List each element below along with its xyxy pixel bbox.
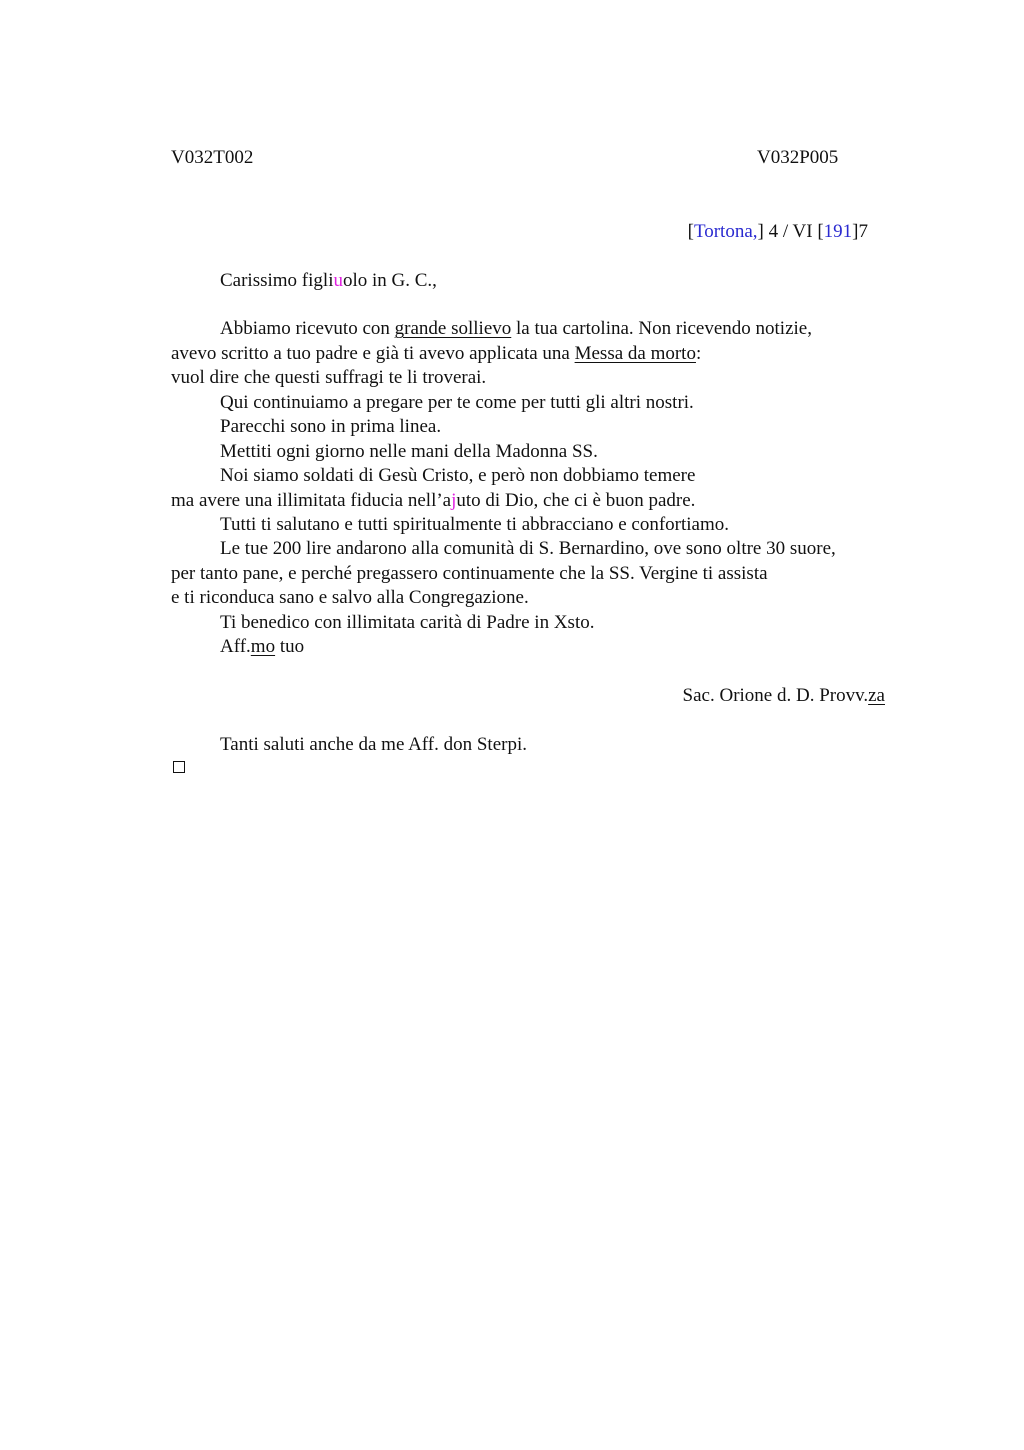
body-line: Noi siamo soldati di Gesù Cristo, e però non dobbiamo temere <box>220 465 696 486</box>
body-text: la tua cartolina. Non ricevendo notizie, <box>511 318 812 339</box>
dateline-date: ] 4 / VI [ <box>757 221 824 242</box>
body-line: Tutti ti salutano e tutti spiritualmente ti abbracciano e confortiamo. <box>220 514 730 535</box>
dateline-place: Tortona, <box>693 221 758 242</box>
end-marker-square-icon <box>173 761 185 773</box>
body-line: per tanto pane, e perché pregassero continuamente che la SS. Vergine ti assista <box>171 563 768 584</box>
closing-text: Aff. <box>220 636 251 657</box>
dateline-year-part: 191 <box>823 221 853 242</box>
body-line: Parecchi sono in prima linea. <box>220 416 442 437</box>
body-text: : <box>695 343 702 364</box>
signature-text: Sac. Orione d. D. Provv. <box>682 685 869 706</box>
body-line: Qui continuiamo a pregare per te come per tutti gli altri nostri. <box>220 392 694 413</box>
body-text: uto di Dio, che ci è buon padre. <box>456 490 696 511</box>
salutation-text-pre: Carissimo figli <box>220 270 334 291</box>
closing <box>220 635 304 659</box>
dateline-year-suffix: ]7 <box>852 221 868 242</box>
body-line: Mettiti ogni giorno nelle mani della Madonna SS. <box>220 441 598 462</box>
signature-abbrev: za <box>868 685 885 706</box>
body-line <box>171 489 695 513</box>
salutation <box>220 269 437 293</box>
body-line <box>220 317 812 341</box>
underlined-phrase: grande sollievo <box>394 318 512 339</box>
body-line: vuol dire che questi suffragi te li troverai. <box>171 367 487 388</box>
closing-superscript: mo <box>250 636 276 657</box>
salutation-inserted-letter: u <box>333 270 343 291</box>
document-code-left: V032T002 <box>171 147 254 168</box>
inserted-letter: j <box>451 490 457 511</box>
underlined-phrase: Messa da morto <box>574 343 696 364</box>
body-text: ma avere una illimitata fiducia nell’a <box>171 490 452 511</box>
body-line: Le tue 200 lire andarono alla comunità di S. Bernardino, ove sono oltre 30 suore, <box>220 538 836 559</box>
body-text: avevo scritto a tuo padre e già ti avevo applicata una <box>171 343 575 364</box>
closing-text: tuo <box>275 636 305 657</box>
dateline <box>688 220 868 244</box>
body-text: Abbiamo ricevuto con <box>220 318 395 339</box>
body-line: e ti riconduca sano e salvo alla Congregazione. <box>171 587 529 608</box>
body-line <box>171 342 701 366</box>
body-line: Ti benedico con illimitata carità di Padre in Xsto. <box>220 612 595 633</box>
signature <box>683 684 885 708</box>
document-code-right: V032P005 <box>757 147 839 168</box>
postscript: Tanti saluti anche da me Aff. don Sterpi. <box>220 734 527 755</box>
dateline-open-bracket: [ <box>687 221 694 242</box>
salutation-text-post: olo in G. C., <box>342 270 437 291</box>
